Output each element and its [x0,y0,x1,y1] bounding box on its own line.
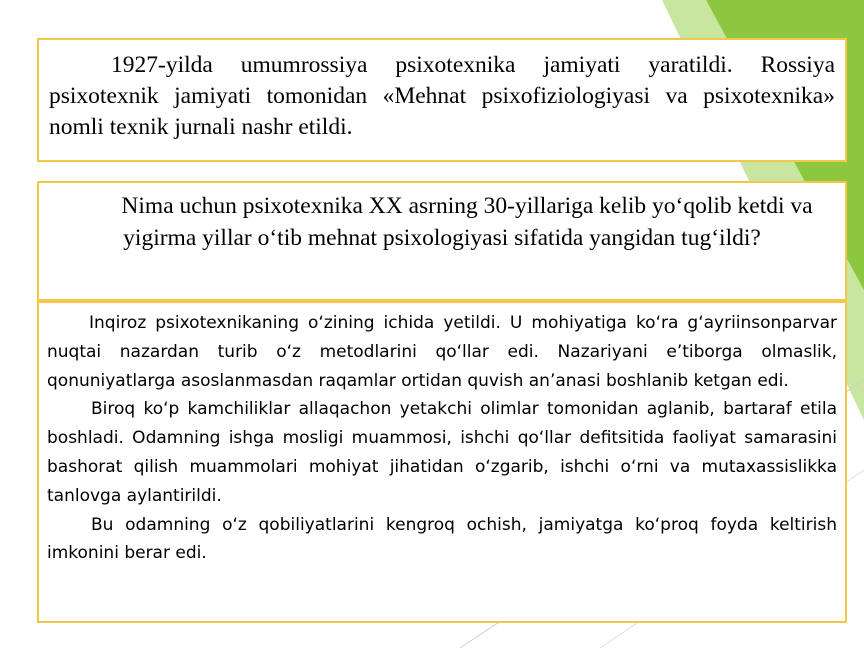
answer-paragraph-3: Bu odamning o‘z qobiliyatlarini kengroq ochish, jamiyatga ko‘proq foyda keltirish imkonini berar edi. [47,514,837,564]
question-box [37,181,847,301]
answer-paragraph-2: Biroq ko‘p kamchiliklar allaqachon yetakchi olimlar tomonidan aglanib, bartaraf etila boshladi. Odamning ishga mosligi muammosi, ishchi qo‘llar defitsitida faoliyat samarasini bashorat qilish muammolari mohiyat jihatidan o‘zgarib, ishchi o‘rni va mutaxassislikka tanlovga aylantirildi. [47,399,837,506]
history-text-box [37,38,847,162]
answer-paragraph-1: Inqiroz psixotexnikaning o‘zining ichida yetildi. U mohiyatiga ko‘ra g‘ayriinsonparvar nuqtai nazardan turib o‘z metodlarini qo‘llar edi. Nazariyani e’tiborga olmaslik, qonuniyatlarga asoslanmasdan raqamlar ortidan quvish an’anasi boshlanib ketgan edi. [47,313,837,391]
answer-box [37,301,847,623]
history-paragraph: 1927-yilda umumrossiya psixotexnika jamiyati yaratildi. Rossiya psixotexnik jamiyati tomonidan «Mehnat psixofiziologiyasi va psixotexnika» nomli texnik jurnali nashr etildi. [49,52,835,140]
question-text: Nima uchun psixotexnika XX asrning 30-yillariga kelib yo‘qolib ketdi va yigirma yillar o‘tib mehnat psixologiyasi sifatida yangidan tug‘ildi? [121,193,813,251]
